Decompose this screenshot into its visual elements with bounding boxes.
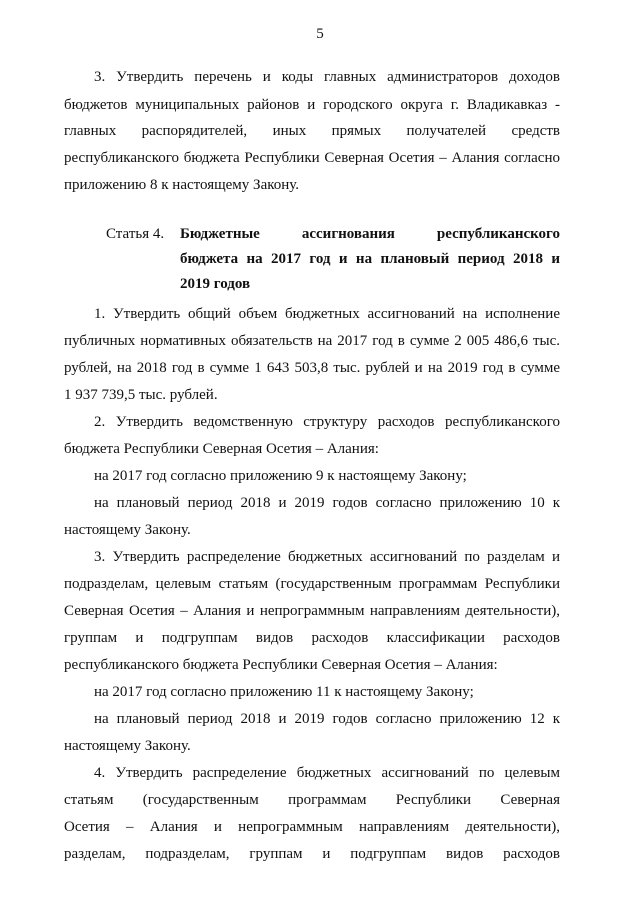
paragraph-line: главных распорядителей, иных прямых получателей средств <box>64 123 560 139</box>
paragraph-line: Северная Осетия – Алания и непрограммным направлениям деятельности), <box>64 603 560 619</box>
article-title-line: 2019 годов <box>180 276 251 292</box>
paragraph-line: на 2017 год согласно приложению 9 к настоящему Закону; <box>94 468 467 484</box>
paragraph-line: на 2017 год согласно приложению 11 к настоящему Закону; <box>94 684 474 700</box>
paragraph-line: настоящему Закону. <box>64 522 191 538</box>
paragraph-line: разделам, подразделам, группам и подгруппам видов расходов <box>64 846 560 862</box>
paragraph-line: приложению 8 к настоящему Закону. <box>64 177 300 193</box>
article-label: Статья 4. <box>106 226 165 242</box>
paragraph-line: республиканского бюджета Республики Северная Осетия – Алания: <box>64 657 498 673</box>
paragraph-line: бюджета Республики Северная Осетия – Алания: <box>64 441 379 457</box>
paragraph-line: бюджетов муниципальных районов и городского округа г. Владикавказ - <box>64 97 560 113</box>
paragraph-line: Осетия – Алания и непрограммным направлениям деятельности), <box>64 819 560 835</box>
paragraph-line: 4. Утвердить распределение бюджетных ассигнований по целевым <box>94 765 560 781</box>
paragraph-line: группам и подгруппам видов расходов классификации расходов <box>64 630 560 646</box>
paragraph-line: 3. Утвердить распределение бюджетных ассигнований по разделам и <box>94 549 560 565</box>
paragraph-line: 2. Утвердить ведомственную структуру расходов республиканского <box>94 414 560 430</box>
paragraph-line: публичных нормативных обязательств на 2017 год в сумме 2 005 486,6 тыс. <box>64 333 560 349</box>
paragraph-line: 3. Утвердить перечень и коды главных администраторов доходов <box>94 69 560 85</box>
paragraph-line: 1 937 739,5 тыс. рублей. <box>64 387 218 403</box>
article-title-line: бюджета на 2017 год и на плановый период 2018 и <box>180 251 560 267</box>
paragraph-line: подразделам, целевым статьям (государственным программам Республики <box>64 576 560 592</box>
article-title-line: Бюджетные ассигнования республиканского <box>180 226 560 242</box>
page-number: 5 <box>316 26 324 42</box>
paragraph-line: рублей, на 2018 год в сумме 1 643 503,8 тыс. рублей и на 2019 год в сумме <box>64 360 560 376</box>
paragraph-line: статьям (государственным программам Республики Северная <box>64 792 560 808</box>
paragraph-line: на плановый период 2018 и 2019 годов согласно приложению 12 к <box>94 711 560 727</box>
paragraph-line: настоящему Закону. <box>64 738 191 754</box>
paragraph-line: на плановый период 2018 и 2019 годов согласно приложению 10 к <box>94 495 560 511</box>
paragraph-line: республиканского бюджета Республики Северная Осетия – Алания согласно <box>64 150 560 166</box>
paragraph-line: 1. Утвердить общий объем бюджетных ассигнований на исполнение <box>94 306 560 322</box>
